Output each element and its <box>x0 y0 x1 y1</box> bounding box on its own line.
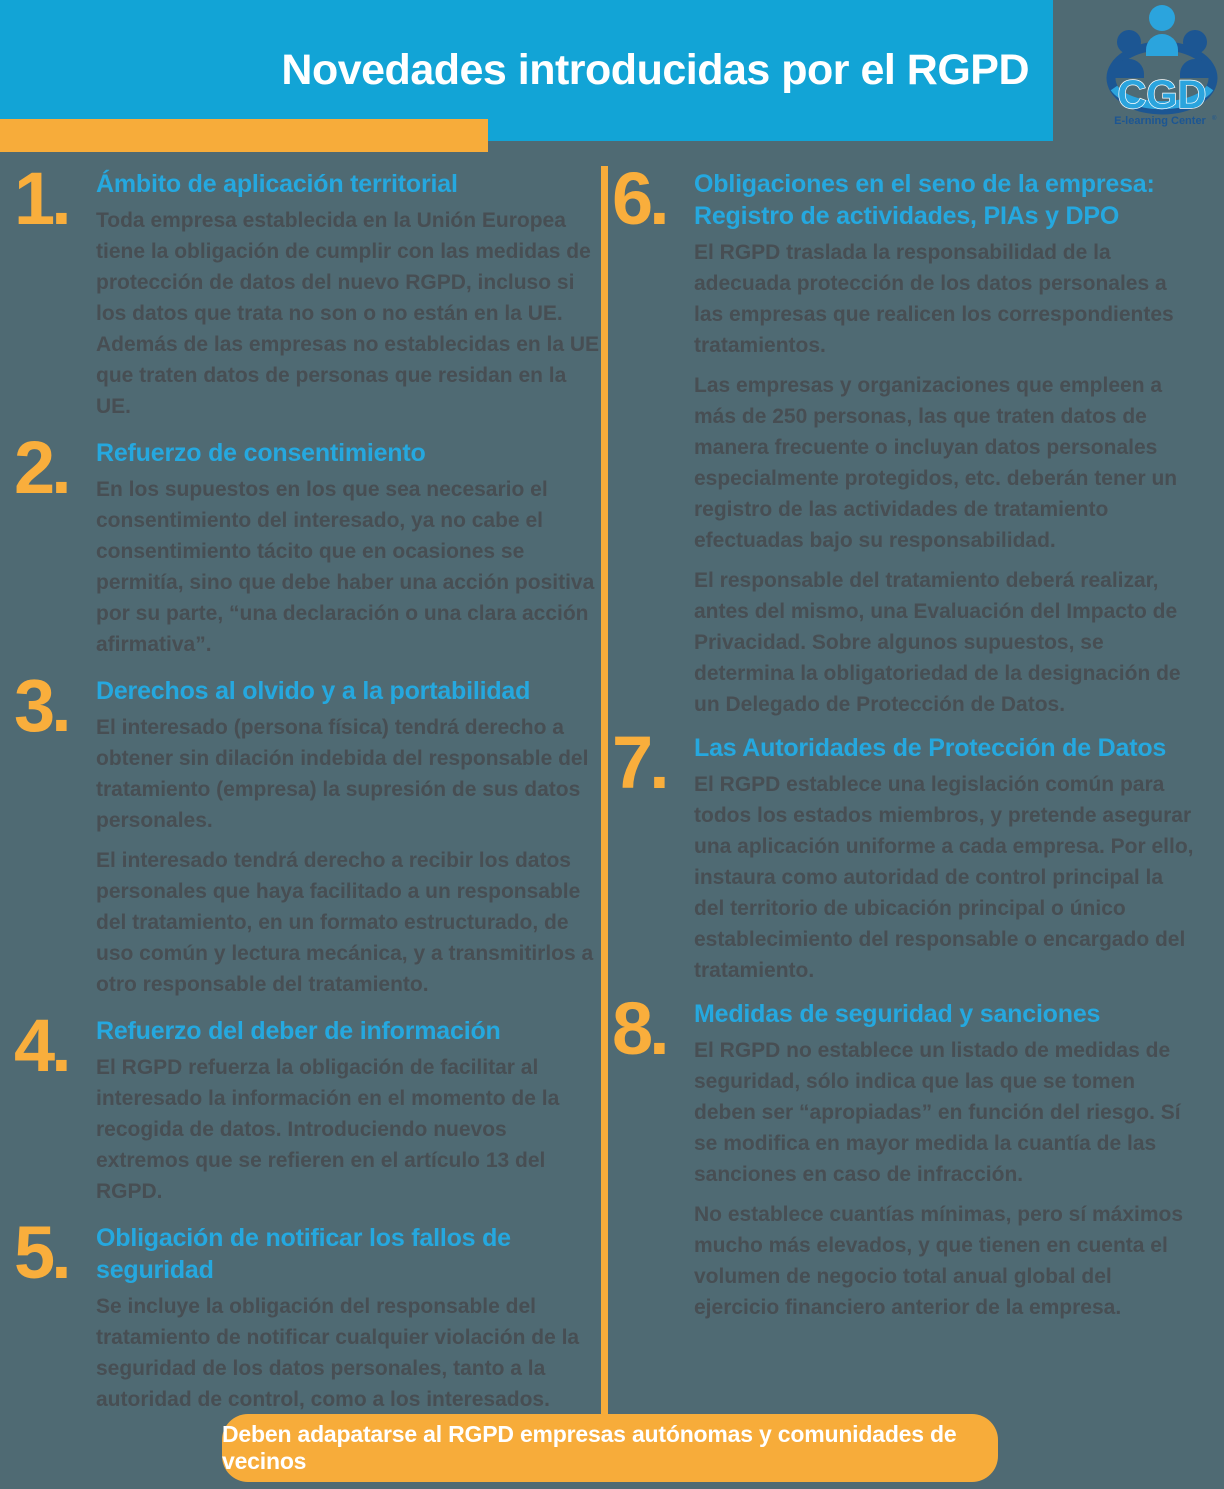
column-divider <box>601 166 608 1414</box>
item-1-heading: Ámbito de aplicación territorial <box>96 170 458 198</box>
item-6-paragraph-1: El RGPD traslada la responsabilidad de la adecuada protección de los datos personales a las empresas que realicen los correspondientes tratamientos. <box>694 241 1174 357</box>
logo-acronym: CGD <box>1117 73 1207 117</box>
item-1 <box>14 157 600 422</box>
item-6-heading: Obligaciones en el seno de la empresa: Registro de actividades, PIAs y DPO <box>694 170 1155 230</box>
bottom-banner <box>222 1414 998 1482</box>
item-8-number: 8. <box>612 987 666 1070</box>
item-3 <box>14 664 600 1000</box>
item-5-paragraph: Se incluye la obligación del responsable del tratamiento de notificar cualquier violación de la seguridad de los datos personales, tanto a la autoridad de control, como a los interesados. <box>96 1295 580 1411</box>
item-7-heading: Las Autoridades de Protección de Datos <box>694 734 1167 762</box>
logo-mark: ® <box>1212 116 1217 122</box>
item-8-paragraph-1: El RGPD no establece un listado de medidas de seguridad, sólo indica que las que se tomen deben ser “apropiadas” en función del riesgo. Sí se modifica en mayor medida la cuantía de las sanciones en caso de infracción. <box>694 1039 1181 1186</box>
left-column <box>14 157 600 1430</box>
banner-text: Deben adapatarse al RGPD empresas autónomas y comunidades de vecinos <box>222 1421 957 1474</box>
right-column <box>612 157 1198 1430</box>
item-2-paragraph: En los supuestos en los que sea necesario el consentimiento del interesado, ya no cabe el consentimiento tácito que en ocasiones se permitía, sino que debe haber una acción positiva por su parte, “una declaración o una clara acción afirmativa”. <box>96 478 595 656</box>
item-6-number: 6. <box>612 157 666 240</box>
item-5-heading: Obligación de notificar los fallos de seguridad <box>96 1224 511 1284</box>
item-6 <box>612 157 1198 720</box>
item-8-paragraph-2: No establece cuantías mínimas, pero sí máximos mucho más elevados, y que tienen en cuenta el volumen de negocio total anual global del ejercicio financiero anterior de la empresa. <box>694 1203 1184 1319</box>
item-6-paragraph-3: El responsable del tratamiento deberá realizar, antes del mismo, una Evaluación del Impacto de Privacidad. Sobre algunos supuestos, se determina la obligatoriedad de la designación de un Delegado de Protección de Datos. <box>694 569 1181 716</box>
item-3-paragraph-2: El interesado tendrá derecho a recibir los datos personales que haya facilitado a un responsable del tratamiento, en un formato estructurado, de uso común y lectura mecánica, y a transmitirlos a otro responsable del tratamiento. <box>96 849 594 996</box>
item-1-number: 1. <box>14 157 68 240</box>
item-3-paragraph-1: El interesado (persona física) tendrá derecho a obtener sin dilación indebida del responsable del tratamiento (empresa) la supresión de sus datos personales. <box>96 716 589 832</box>
item-5-number: 5. <box>14 1211 68 1294</box>
item-4-paragraph: El RGPD refuerza la obligación de facilitar al interesado la información en el momento de la recogida de datos. Introduciendo nuevos extremos que se refieren en el artículo 13 del RGPD. <box>96 1056 560 1203</box>
item-3-number: 3. <box>14 664 68 747</box>
page-title: Novedades introducidas por el RGPD <box>281 46 1029 94</box>
cgd-logo <box>1102 2 1222 134</box>
item-7 <box>612 721 1198 986</box>
item-6-paragraph-2: Las empresas y organizaciones que empleen a más de 250 personas, las que traten datos de manera frecuente o incluyan datos personales especialmente protegidos, etc. deberán tener un registro de las actividades de tratamiento efectuadas bajo su responsabilidad. <box>694 374 1178 552</box>
content-columns <box>0 152 1224 1430</box>
item-3-heading: Derechos al olvido y a la portabilidad <box>96 677 531 705</box>
item-2 <box>14 426 600 660</box>
item-4-heading: Refuerzo del deber de información <box>96 1017 501 1045</box>
item-4-number: 4. <box>14 1004 68 1087</box>
item-7-number: 7. <box>612 721 666 804</box>
item-8-heading: Medidas de seguridad y sanciones <box>694 1000 1101 1028</box>
item-2-heading: Refuerzo de consentimiento <box>96 439 426 467</box>
item-7-paragraph: El RGPD establece una legislación común para todos los estados miembros, y pretende asegurar una aplicación uniforme a cada empresa. Por ello, instaura como autoridad de control principal la del territorio de ubicación principal o único establecimiento del responsable o encargado del tratamiento. <box>694 773 1194 982</box>
item-5 <box>14 1211 600 1415</box>
item-8 <box>612 987 1198 1323</box>
item-2-number: 2. <box>14 426 68 509</box>
item-1-paragraph: Toda empresa establecida en la Unión Europea tiene la obligación de cumplir con las medidas de protección de datos del nuevo RGPD, incluso si los datos que trata no son o no están en la UE. Además de las empresas no establecidas en la UE que traten datos de personas que residan en la UE. <box>96 209 600 418</box>
item-4 <box>14 1004 600 1207</box>
header-accent-bar <box>0 119 488 152</box>
logo-subtitle: E-learning Center <box>1114 115 1206 127</box>
